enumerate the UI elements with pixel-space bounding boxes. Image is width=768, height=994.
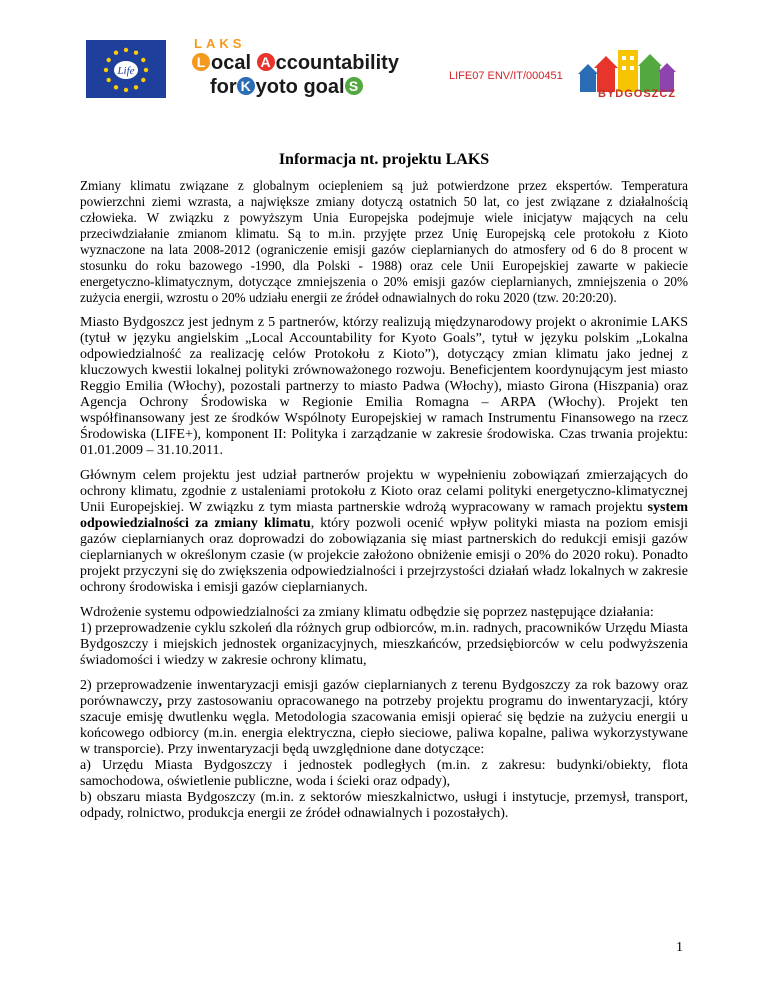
paragraph-4 (80, 605, 688, 669)
document-title: Informacja nt. projektu LAKS (278, 151, 490, 168)
eu-star (124, 48, 128, 52)
paragraph-5-item-b: b) obszaru miasta Bydgoszczy (m.in. z sektorów mieszkalnictwo, usługi i instytucje, przemysł, transport, odpady, rolnictwo, produkcja energii ze źródeł odnawialnych i pozostałych). (80, 790, 688, 821)
eu-star (134, 50, 138, 54)
laks-tag-text: LAKS (194, 36, 246, 51)
eu-star (106, 78, 110, 82)
page-number: 1 (676, 940, 683, 955)
eu-logo-text: Life (117, 65, 135, 77)
laks-line-1 (192, 52, 399, 75)
paragraph-4-intro: Wdrożenie systemu odpowiedzialności za zmiany klimatu odbędzie się poprzez następujące działania: (80, 605, 654, 620)
laks-logo (192, 36, 422, 104)
paragraph-3-b: , który pozwoli ocenić wpływ polityki miasta na poziom emisji gazów cieplarnianych oraz doprowadzi do zobowiązania się miast partnerskich do redukcji emisji gazów cieplarnianych w określonym czasie (w projekcie założono obniżenie emisji o 20% do 2020 roku). Ponadto projekt przyczyni się do zwiększenia odpowiedzialności i przejrzystości działań władz lokalnych w zakresie ochrony środowiska i emisji gazów cieplarnianych. (80, 516, 688, 595)
paragraph-5-b: przy zastosowaniu opracowanego na potrzeby projektu programu do inwentaryzacji, który szacuje emisję dwutlenku węgla. Metodologia szacowania emisji opierać się będzie na zużyciu energii u końcowego odbiorcy (m.in. energia elektryczna, ciepło sieciowe, paliwa kopalne, paliwa wykorzystywane w transporcie). Przy inwentaryzacji będą uwzględnione dane dotyczące: (80, 694, 688, 757)
badge-l: L (192, 53, 210, 71)
paragraph-3-bold: system odpowiedzialności za zmiany klimatu (80, 500, 688, 531)
paragraph-3 (80, 468, 688, 596)
paragraph-5-item-a: a) Urzędu Miasta Bydgoszczy i jednostek podległych (m.in. z zakresu: budynki/obiekty, flota samochodowa, oświetlenie publiczne, woda i ścieki oraz odpady), (80, 758, 688, 789)
paragraph-1-a: Zmiany klimatu związane z globalnym ociepleniem są już potwierdzone przez ekspertów. Temperatura powierzchni ziemi wzrasta, a największe zmiany dotyczą ostatnich 50 lat, co jest związane z działalnością człowieka. (80, 178, 688, 225)
eu-star (104, 68, 108, 72)
paragraph-1 (80, 178, 688, 306)
badge-s: S (345, 77, 363, 95)
paragraph-3-a: Głównym celem projektu jest udział partnerów projektu w wypełnieniu zobowiązań zmierzających do ochrony klimatu, zgodnie z ustaleniami protokołu z Kioto oraz celami polityki energetyczno-klimatycznej Unii Europejskiej. W związku z tym miasta partnerskie wdrożą wypracowany w ramach projektu (80, 468, 688, 515)
eu-star (124, 88, 128, 92)
eu-star (114, 50, 118, 54)
laks-line2-prefix: for (210, 76, 237, 98)
laks-line-2 (210, 76, 364, 99)
eu-star (144, 68, 148, 72)
eu-star (106, 58, 110, 62)
badge-k: K (237, 77, 255, 95)
laks-tag (194, 36, 245, 51)
laks-line1-part2: ccountability (275, 52, 399, 74)
city-logo-text: BYDGOSZCZ (598, 88, 677, 100)
laks-line1-part1: ocal (211, 52, 252, 74)
paragraph-5 (80, 678, 688, 822)
paragraph-1-b: W związku z powyższym Unia Europejska podejmuje wiele inicjatyw mających na celu przeciwdziałanie zmianom klimatu. Są to m.in. przyjęte przez Unię Europejską cele protokołu z Kioto wyznaczone na lata 2008-2012 (ograniczenie emisji gazów cieplarnianych do atmosfery od 6 do 8 procent w stosunku do roku bazowego -1990, dla Polski - 1988) oraz cele Unii Europejskiej zawarte w pakiecie energetyczno-klimatycznym, dotyczące zmniejszenia o 20% emisji gazów cieplarnianych, zmniejszenia o 20% zużycia energii, wzrostu o 20% udziału energii ze źródeł odnawialnych do roku 2020 (tzw. 20:20:20). (80, 210, 689, 305)
eu-life-logo (86, 40, 166, 98)
eu-star (141, 58, 145, 62)
document-body (80, 178, 688, 831)
badge-a: A (257, 53, 275, 71)
paragraph-5-a: 2) przeprowadzenie inwentaryzacji emisji gazów cieplarnianych z terenu Bydgoszczy za rok bazowy oraz porównawczy (80, 678, 688, 709)
paragraph-2: Miasto Bydgoszcz jest jednym z 5 partnerów, którzy realizują międzynarodowy projekt o akronimie LAKS (tytuł w języku angielskim „Local Accountability for Kyoto Goals”, tytuł w języku polskim „Lokalna odpowiedzialność za realizację celów Protokołu z Kioto”), dotyczący zmian klimatu jako jednej z kluczowych kwestii lokalnej polityki zrównoważonego rozwoju. Beneficjentem koordynującym jest miasto Reggio Emilia (Włochy), pozostali partnerzy to miasto Padwa (Włochy), miasto Girona (Hiszpania) oraz Agencja Ochrony Środowiska w Regionie Emilia Romagna – ARPA (Włochy). Projekt ten współfinansowany jest ze środków Wspólnoty Europejskiej w ramach Instrumentu Finansowego na rzecz Środowiska (LIFE+), komponent II: Polityka i zarządzanie w zakresie środowiska. Czas trwania projektu: 01.01.2009 – 31.10.2011. (80, 315, 688, 458)
paragraph-4-item-1: 1) przeprowadzenie cyklu szkoleń dla różnych grup odbiorców, m.in. radnych, pracowników Urzędu Miasta Bydgoszczy i miejskich jednostek organizacyjnych, mieszkańców, przedsiębiorców w celu podwyższenia świadomości i wiedzy w zakresie ochrony klimatu, (80, 621, 688, 668)
project-code: LIFE07 ENV/IT/000451 (449, 70, 563, 82)
document-header (0, 0, 768, 140)
eu-star (134, 85, 138, 89)
eu-star (114, 85, 118, 89)
eu-star (141, 78, 145, 82)
paragraph-5-bold: , (158, 694, 163, 709)
laks-line2-part1: yoto goal (255, 76, 345, 98)
